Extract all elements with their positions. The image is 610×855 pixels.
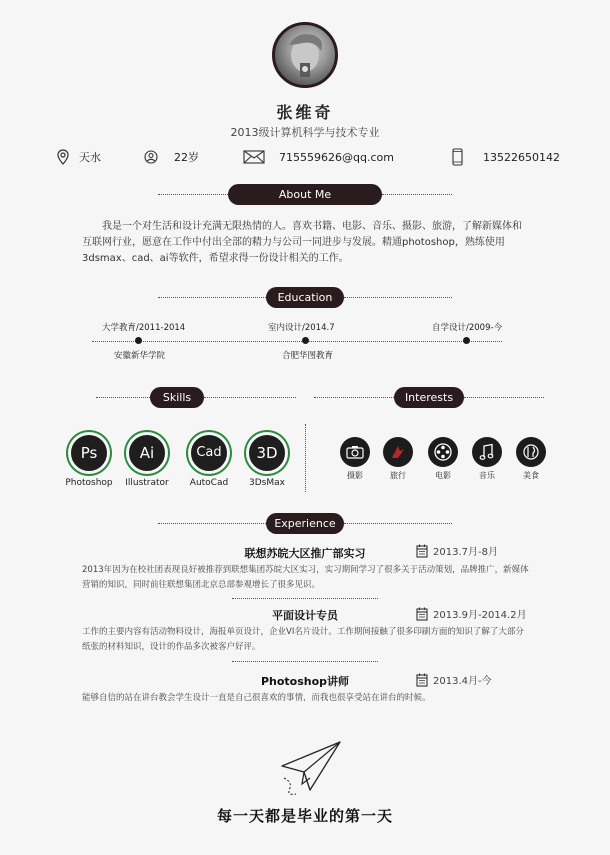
- music-note-icon: [472, 437, 502, 467]
- timeline-line: [92, 341, 502, 342]
- education-item-1-bottom: 安徽新华学院: [114, 351, 166, 361]
- location-info: [57, 148, 101, 166]
- person-name: 张维奇: [276, 103, 334, 122]
- divider: [232, 598, 378, 599]
- footer-slogan: 每一天都是毕业的第一天: [216, 807, 393, 825]
- divider: [382, 194, 452, 195]
- envelope-icon: [243, 150, 265, 164]
- user-icon: [144, 150, 158, 164]
- divider: [158, 297, 266, 298]
- camera-icon: [340, 437, 370, 467]
- experience-date-text: 2013.9月-2014.2月: [433, 610, 527, 621]
- divider: [344, 523, 452, 524]
- education-item-2-bottom: 合肥华图教育: [282, 351, 334, 361]
- divider: [158, 523, 266, 524]
- skill-photoshop-icon: Ps: [68, 432, 110, 474]
- experience-title: Photoshop讲师: [260, 675, 350, 688]
- experience-date-text: 2013.4月-今: [433, 676, 492, 687]
- divider: [204, 397, 296, 398]
- experience-date: [416, 672, 492, 687]
- education-heading: Education: [266, 287, 344, 308]
- experience-description: 能够自信的站在讲台教会学生设计一直是自己很喜欢的事情，而我也很享受站在讲台的时候。: [82, 693, 431, 703]
- experience-date-text: 2013.7月-8月: [433, 547, 498, 558]
- interest-label: 摄影: [347, 471, 363, 480]
- about-heading: About Me: [228, 184, 382, 205]
- interest-label: 音乐: [479, 471, 495, 480]
- email-text[interactable]: 715559626@qq.com: [279, 150, 394, 164]
- skills-heading: Skills: [150, 387, 204, 408]
- experience-title: 联想苏皖大区推广部实习: [244, 547, 366, 560]
- skill-label: Illustrator: [125, 478, 169, 488]
- divider: [314, 397, 394, 398]
- skill-illustrator-icon: Ai: [126, 432, 168, 474]
- divider: [464, 397, 544, 398]
- interest-label: 电影: [435, 471, 451, 480]
- paper-plane-icon: [270, 738, 350, 800]
- age-text: 22岁: [174, 151, 199, 164]
- skill-label: AutoCad: [189, 478, 229, 488]
- divider: [232, 661, 378, 662]
- interest-label: 美食: [523, 471, 539, 480]
- about-text: 我是一个对生活和设计充满无限热情的人。喜欢书籍、电影、音乐、摄影、旅游，了解新媒体和互联网行业，愿意在工作中付出全部的精力与公司一同进步与发展。精通photoshop，熟练使用3dsmax、cad、ai等软件，希望求得一份设计相关的工作。: [82, 221, 522, 264]
- timeline-dot: [135, 337, 142, 344]
- phone-icon: [452, 148, 463, 166]
- portrait-image: [275, 25, 335, 85]
- film-reel-icon: [428, 437, 458, 467]
- divider: [96, 397, 150, 398]
- calendar-icon: [416, 544, 428, 558]
- skill-label: Photoshop: [65, 478, 113, 488]
- experience-heading: Experience: [266, 513, 344, 534]
- skill-3dsmax-icon: 3D: [246, 432, 288, 474]
- travel-icon: [383, 437, 413, 467]
- timeline-dot: [463, 337, 470, 344]
- phone-info: [452, 148, 560, 166]
- experience-description: 工作的主要内容有活动物料设计，海报单页设计，企业VI名片设计。工作期间接触了很多印刷方面的知识了解了大部分纸张的材料知识，设计的作品多次被客户好评。: [82, 627, 524, 652]
- experience-date: [416, 606, 527, 621]
- age-info: [144, 148, 199, 166]
- avatar: [272, 22, 338, 88]
- calendar-icon: [416, 673, 428, 687]
- interest-label: 旅行: [390, 471, 406, 480]
- divider: [158, 194, 228, 195]
- experience-date: [416, 543, 498, 558]
- interests-heading: Interests: [394, 387, 464, 408]
- divider: [344, 297, 452, 298]
- food-icon: [516, 437, 546, 467]
- calendar-icon: [416, 607, 428, 621]
- education-item-3-top: 自学设计/2009-今: [432, 323, 503, 333]
- education-item-2-top: 室内设计/2014.7: [268, 323, 335, 333]
- major-subtitle: 2013级计算机科学与技术专业: [230, 126, 380, 139]
- timeline-dot: [302, 337, 309, 344]
- vertical-divider: [305, 424, 306, 492]
- experience-description: 2013年因为在校社团表现良好被推荐到联想集团苏皖大区实习，实习期间学习了很多关于活动策划，品牌推广，新媒体营销的知识，同时前往联想集团北京总部参观增长了很多见识。: [82, 565, 529, 590]
- location-pin-icon: [57, 149, 69, 165]
- email-info: [243, 148, 394, 166]
- skill-label: 3DsMax: [249, 478, 285, 488]
- location-text: 天水: [79, 151, 101, 164]
- phone-text: 13522650142: [483, 150, 560, 164]
- education-item-1-top: 大学教育/2011-2014: [102, 323, 186, 333]
- experience-title: 平面设计专员: [272, 609, 338, 622]
- skill-autocad-icon: Cad: [188, 432, 230, 474]
